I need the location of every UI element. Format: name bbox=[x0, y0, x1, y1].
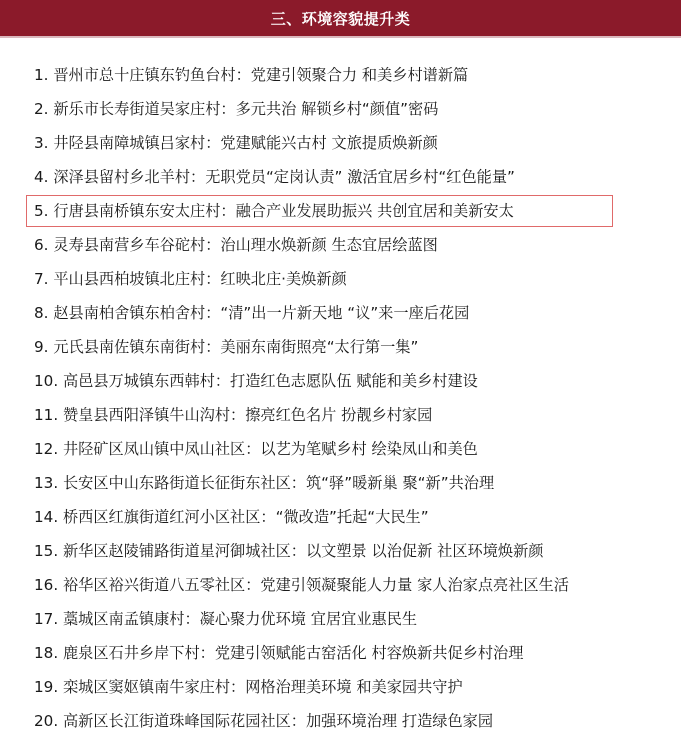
list-item-highlighted: 5. 行唐县南桥镇东安太庄村：融合产业发展助振兴 共创宜居和美新安太 bbox=[34, 202, 514, 220]
section-header bbox=[0, 0, 681, 38]
list-item: 9. 元氏县南佐镇东南街村：美丽东南街照亮“太行第一集” bbox=[34, 338, 419, 356]
list-item: 3. 井陉县南障城镇吕家村：党建赋能兴古村 文旅提质焕新颜 bbox=[34, 134, 438, 152]
list-item: 10. 高邑县万城镇东西韩村：打造红色志愿队伍 赋能和美乡村建设 bbox=[34, 372, 478, 390]
list-item: 17. 藁城区南孟镇康村：凝心聚力优环境 宜居宜业惠民生 bbox=[34, 610, 418, 628]
list-item: 18. 鹿泉区石井乡岸下村：党建引领赋能古窑活化 村容焕新共促乡村治理 bbox=[34, 644, 524, 662]
list-item: 15. 新华区赵陵铺路街道星河御城社区：以文塑景 以治促新 社区环境焕新颜 bbox=[34, 542, 544, 560]
list-item: 16. 裕华区裕兴街道八五零社区：党建引领凝聚能人力量 家人治家点亮社区生活 bbox=[34, 576, 569, 594]
list-item: 14. 桥西区红旗街道红河小区社区：“微改造”托起“大民生” bbox=[34, 508, 429, 526]
list-item: 2. 新乐市长寿街道吴家庄村：多元共治 解锁乡村“颜值”密码 bbox=[34, 100, 439, 118]
section-title: 三、环境容貌提升类 bbox=[270, 9, 411, 28]
list-item: 1. 晋州市总十庄镇东钓鱼台村：党建引领聚合力 和美乡村谱新篇 bbox=[34, 66, 469, 84]
list-item: 4. 深泽县留村乡北羊村：无职党员“定岗认责” 激活宜居乡村“红色能量” bbox=[34, 168, 515, 186]
list-item: 7. 平山县西柏坡镇北庄村：红映北庄·美焕新颜 bbox=[34, 270, 347, 288]
list-item: 12. 井陉矿区凤山镇中凤山社区：以艺为笔赋乡村 绘染凤山和美色 bbox=[34, 440, 478, 458]
case-list bbox=[34, 58, 569, 738]
list-item: 20. 高新区长江街道珠峰国际花园社区：加强环境治理 打造绿色家园 bbox=[34, 712, 494, 730]
list-item: 13. 长安区中山东路街道长征街东社区：筑“驿”暖新巢 聚“新”共治理 bbox=[34, 474, 495, 492]
list-item: 19. 栾城区窦妪镇南牛家庄村：网格治理美环境 和美家园共守护 bbox=[34, 678, 463, 696]
list-item: 11. 赞皇县西阳泽镇牛山沟村：擦亮红色名片 扮靓乡村家园 bbox=[34, 406, 433, 424]
list-item: 6. 灵寿县南营乡车谷砣村：治山理水焕新颜 生态宜居绘蓝图 bbox=[34, 236, 438, 254]
list-item: 8. 赵县南柏舍镇东柏舍村：“清”出一片新天地 “议”来一座后花园 bbox=[34, 304, 470, 322]
